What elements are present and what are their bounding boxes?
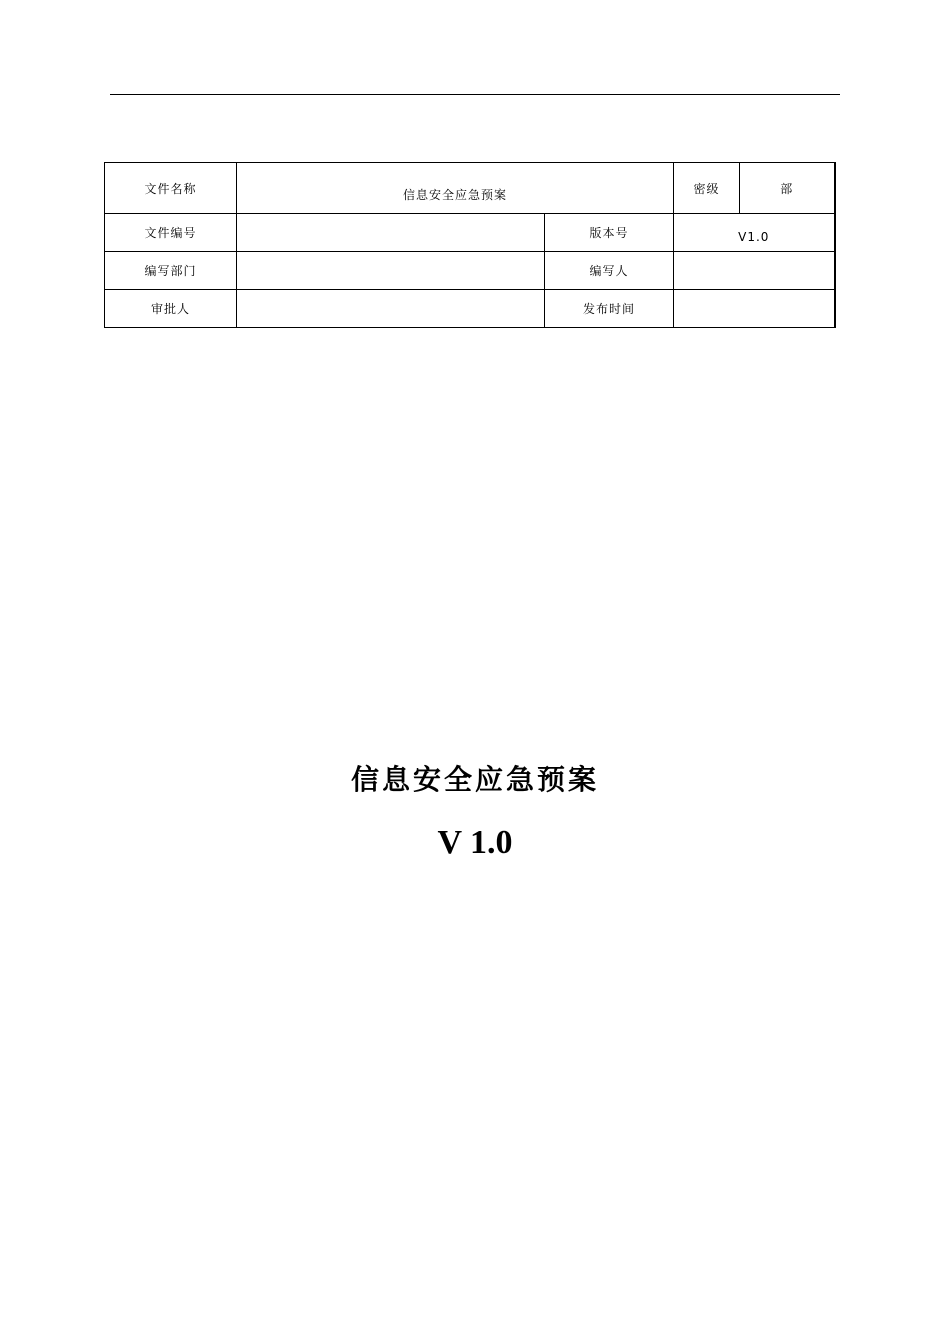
classification-label: 密级 <box>674 163 740 214</box>
table-row <box>105 252 835 290</box>
header-rule <box>110 94 840 95</box>
version-label: 版本号 <box>545 214 674 252</box>
approver-label: 审批人 <box>105 290 237 328</box>
file-number-label: 文件编号 <box>105 214 237 252</box>
author-label: 编写人 <box>545 252 674 290</box>
document-info-table <box>104 162 836 328</box>
department-label: 编写部门 <box>105 252 237 290</box>
cover-title: 信息安全应急预案 <box>350 763 599 796</box>
department-value <box>237 252 545 290</box>
file-name-value <box>237 163 674 214</box>
table-row <box>105 290 835 328</box>
file-name-label: 文件名称 <box>105 163 237 214</box>
cover-version: V 1.0 <box>437 824 513 861</box>
release-date-value <box>674 290 835 328</box>
table-row <box>105 214 835 252</box>
classification-value: 部 <box>740 163 835 214</box>
release-date-label: 发布时间 <box>545 290 674 328</box>
author-value <box>674 252 835 290</box>
table-row <box>105 163 835 214</box>
approver-value <box>237 290 545 328</box>
version-text: V1.0 <box>738 229 770 244</box>
version-value <box>674 214 835 252</box>
file-number-value <box>237 214 545 252</box>
file-name-text: 信息安全应急预案 <box>403 187 508 202</box>
